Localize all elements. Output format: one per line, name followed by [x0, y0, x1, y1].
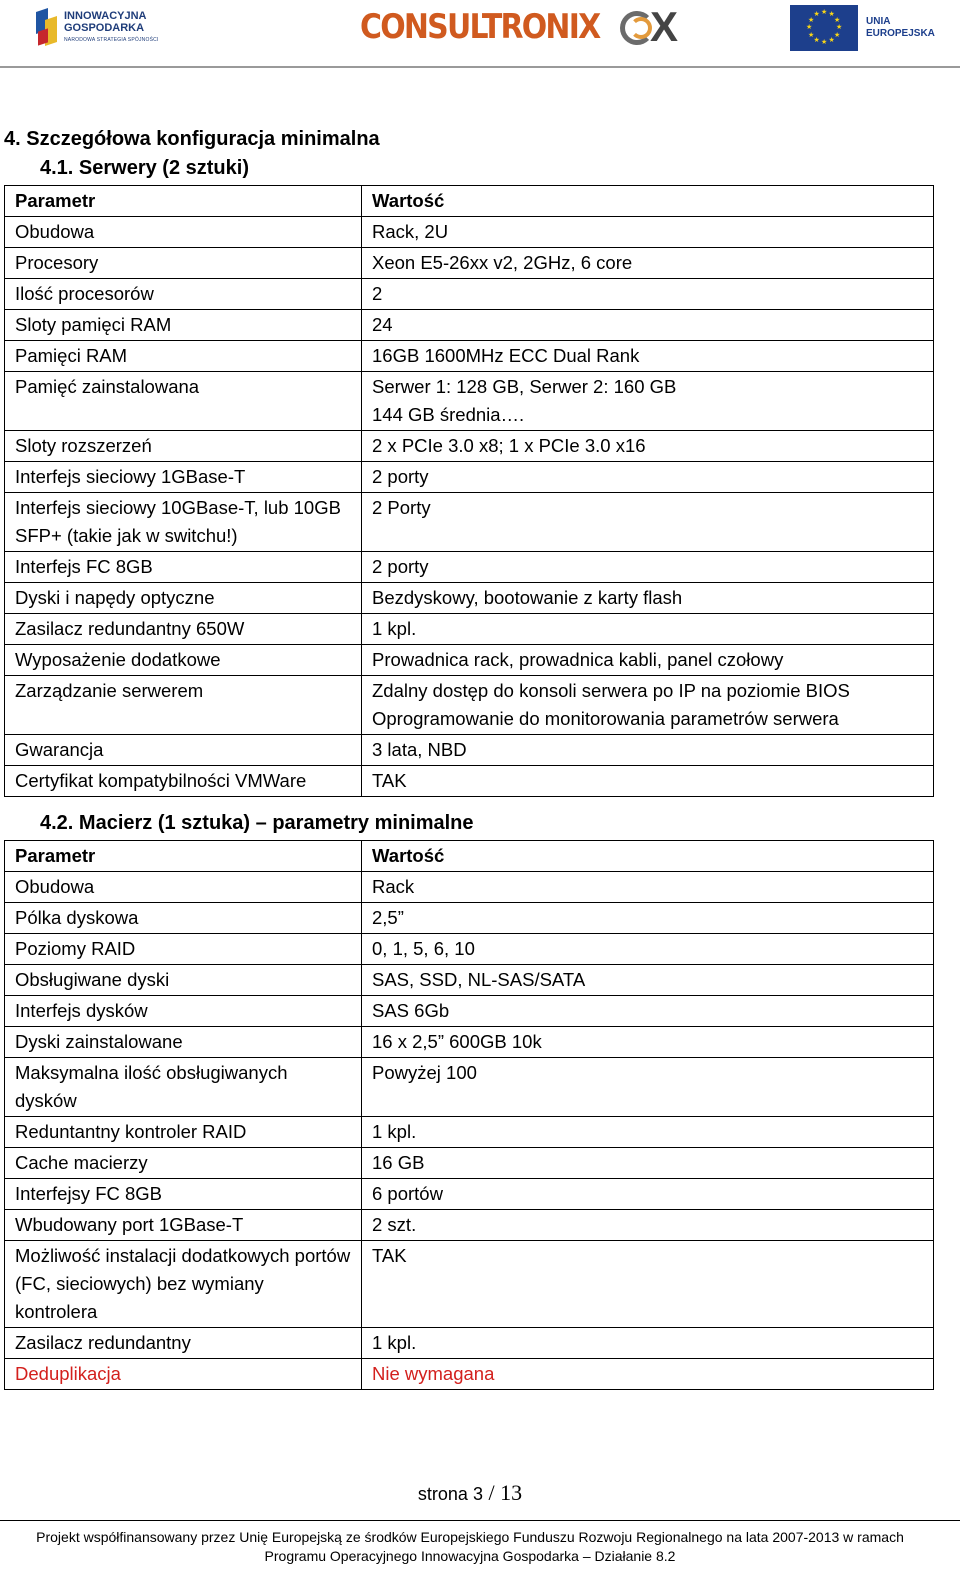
eu-star-icon: ★	[813, 11, 820, 18]
value-cell: 2,5”	[362, 903, 934, 934]
value-cell: Prowadnica rack, prowadnica kabli, panel czołowy	[362, 645, 934, 676]
table-row	[5, 1117, 934, 1148]
innowacyjna-gospodarka-logo	[36, 6, 159, 50]
value-cell: 16 GB	[362, 1148, 934, 1179]
param-cell: Interfejs dysków	[5, 996, 362, 1027]
param-cell: Zarządzanie serwerem	[5, 676, 362, 735]
array-table	[4, 840, 934, 1390]
table-row	[5, 934, 934, 965]
param-cell: Wyposażenie dodatkowe	[5, 645, 362, 676]
table-header-row	[5, 841, 934, 872]
value-cell: Serwer 1: 128 GB, Serwer 2: 160 GB 144 GB średnia….	[362, 372, 934, 431]
value-cell: 2 x PCIe 3.0 x8; 1 x PCIe 3.0 x16	[362, 431, 934, 462]
value-cell: SAS 6Gb	[362, 996, 934, 1027]
param-cell: Obudowa	[5, 217, 362, 248]
table-row	[5, 996, 934, 1027]
eu-star-icon: ★	[806, 24, 813, 31]
page-number	[0, 1480, 940, 1506]
value-cell: 16 x 2,5” 600GB 10k	[362, 1027, 934, 1058]
consultronix-mark-icon: X	[620, 7, 678, 47]
table-row	[5, 372, 934, 431]
table-row	[5, 1210, 934, 1241]
table-row	[5, 1241, 934, 1328]
table-row	[5, 1027, 934, 1058]
value-cell: 16GB 1600MHz ECC Dual Rank	[362, 341, 934, 372]
param-cell: Pamięć zainstalowana	[5, 372, 362, 431]
param-cell: Interfejs sieciowy 1GBase-T	[5, 462, 362, 493]
param-cell: Dyski zainstalowane	[5, 1027, 362, 1058]
eu-star-icon: ★	[808, 16, 815, 24]
value-cell: Wartość	[362, 186, 934, 217]
table-row	[5, 279, 934, 310]
array-subtitle: 4.2. Macierz (1 sztuka) – parametry minimalne	[40, 812, 474, 834]
table-row	[5, 1328, 934, 1359]
table-row	[5, 552, 934, 583]
page-separator: /	[482, 1480, 501, 1505]
table-row	[5, 431, 934, 462]
table-row	[5, 645, 934, 676]
eu-star-icon: ★	[828, 36, 835, 44]
value-cell: 6 portów	[362, 1179, 934, 1210]
param-cell: Deduplikacja	[5, 1359, 362, 1390]
table-row	[5, 248, 934, 279]
logo-ig-line3: NARODOWA STRATEGIA SPÓJNOŚCI	[64, 37, 159, 43]
value-cell: 1 kpl.	[362, 1328, 934, 1359]
value-cell: 0, 1, 5, 6, 10	[362, 934, 934, 965]
param-cell: Sloty rozszerzeń	[5, 431, 362, 462]
table-row	[5, 1359, 934, 1390]
value-cell: 2	[362, 279, 934, 310]
value-cell: SAS, SSD, NL-SAS/SATA	[362, 965, 934, 996]
param-cell: Pamięci RAM	[5, 341, 362, 372]
logo-ig-line2: GOSPODARKA	[64, 22, 145, 34]
page-total: 13	[500, 1480, 523, 1505]
value-cell: 2 porty	[362, 462, 934, 493]
param-cell: Certyfikat kompatybilności VMWare	[5, 766, 362, 797]
eu-star-icon: ★	[833, 16, 841, 24]
eu-star-icon: ★	[833, 31, 841, 39]
param-cell: Wbudowany port 1GBase-T	[5, 1210, 362, 1241]
page-current: 3	[472, 1484, 483, 1504]
value-cell: Zdalny dostęp do konsoli serwera po IP na poziomie BIOS Oprogramowanie do monitorowania parametrów serwera	[362, 676, 934, 735]
logo-eu-line2: EUROPEJSKA	[866, 28, 935, 39]
param-cell: Sloty pamięci RAM	[5, 310, 362, 341]
table-row	[5, 676, 934, 735]
param-cell: Cache macierzy	[5, 1148, 362, 1179]
ig-flag-icon	[36, 10, 58, 46]
servers-subtitle: 4.1. Serwery (2 sztuki)	[40, 157, 249, 179]
table-row	[5, 965, 934, 996]
param-cell: Pólka dyskowa	[5, 903, 362, 934]
table-row	[5, 583, 934, 614]
value-cell: Rack, 2U	[362, 217, 934, 248]
param-cell: Interfejsy FC 8GB	[5, 1179, 362, 1210]
table-row	[5, 1179, 934, 1210]
param-cell: Możliwość instalacji dodatkowych portów (FC, sieciowych) bez wymiany kontrolera	[5, 1241, 362, 1328]
param-cell: Parametr	[5, 841, 362, 872]
value-cell: 1 kpl.	[362, 1117, 934, 1148]
table-row	[5, 766, 934, 797]
eu-star-icon: ★	[821, 39, 828, 46]
param-cell: Interfejs FC 8GB	[5, 552, 362, 583]
footer-text	[0, 1528, 940, 1566]
value-cell: Bezdyskowy, bootowanie z karty flash	[362, 583, 934, 614]
table-row	[5, 614, 934, 645]
value-cell: Wartość	[362, 841, 934, 872]
value-cell: 2 porty	[362, 552, 934, 583]
page-prefix: strona	[417, 1484, 473, 1504]
footer-line-2: Programu Operacyjnego Innowacyjna Gospodarka – Działanie 8.2	[264, 1548, 676, 1564]
param-cell: Poziomy RAID	[5, 934, 362, 965]
eu-flag-icon	[790, 5, 858, 51]
servers-table	[4, 185, 934, 797]
table-row	[5, 217, 934, 248]
param-cell: Obudowa	[5, 872, 362, 903]
footer-divider	[0, 1520, 960, 1521]
logo-eu-line1: UNIA	[866, 16, 891, 27]
value-cell: TAK	[362, 766, 934, 797]
page-header	[0, 0, 960, 68]
table-row	[5, 903, 934, 934]
table-row	[5, 735, 934, 766]
value-cell: TAK	[362, 1241, 934, 1328]
table-row	[5, 341, 934, 372]
eu-star-icon: ★	[836, 24, 843, 31]
value-cell: Xeon E5-26xx v2, 2GHz, 6 core	[362, 248, 934, 279]
param-cell: Obsługiwane dyski	[5, 965, 362, 996]
table-row	[5, 1148, 934, 1179]
param-cell: Parametr	[5, 186, 362, 217]
table-header-row	[5, 186, 934, 217]
eu-star-icon: ★	[821, 9, 828, 16]
consultronix-logo	[360, 4, 678, 50]
value-cell: 2 szt.	[362, 1210, 934, 1241]
value-cell: 2 Porty	[362, 493, 934, 552]
table-row	[5, 1058, 934, 1117]
eu-star-icon: ★	[828, 11, 835, 18]
param-cell: Zasilacz redundantny	[5, 1328, 362, 1359]
param-cell: Procesory	[5, 248, 362, 279]
param-cell: Gwarancja	[5, 735, 362, 766]
eu-star-icon: ★	[813, 36, 820, 44]
param-cell: Zasilacz redundantny 650W	[5, 614, 362, 645]
param-cell: Ilość procesorów	[5, 279, 362, 310]
value-cell: Rack	[362, 872, 934, 903]
value-cell: 24	[362, 310, 934, 341]
param-cell: Interfejs sieciowy 10GBase-T, lub 10GB SFP+ (takie jak w switchu!)	[5, 493, 362, 552]
section-title: 4. Szczegółowa konfiguracja minimalna	[4, 128, 380, 150]
table-row	[5, 462, 934, 493]
value-cell: Nie wymagana	[362, 1359, 934, 1390]
value-cell: Powyżej 100	[362, 1058, 934, 1117]
table-row	[5, 493, 934, 552]
table-row	[5, 310, 934, 341]
eu-logo	[790, 4, 935, 52]
param-cell: Reduntantny kontroler RAID	[5, 1117, 362, 1148]
param-cell: Maksymalna ilość obsługiwanych dysków	[5, 1058, 362, 1117]
param-cell: Dyski i napędy optyczne	[5, 583, 362, 614]
footer-line-1: Projekt współfinansowany przez Unię Europejską ze środków Europejskiego Funduszu Rozwoju Regionalnego na lata 2007-2013 w ramach	[36, 1529, 904, 1545]
logo-center-text: CONSULTRONIX	[360, 7, 600, 47]
eu-star-icon: ★	[808, 31, 815, 39]
value-cell: 1 kpl.	[362, 614, 934, 645]
logo-ig-line1: INNOWACYJNA	[64, 10, 147, 22]
table-row	[5, 872, 934, 903]
value-cell: 3 lata, NBD	[362, 735, 934, 766]
